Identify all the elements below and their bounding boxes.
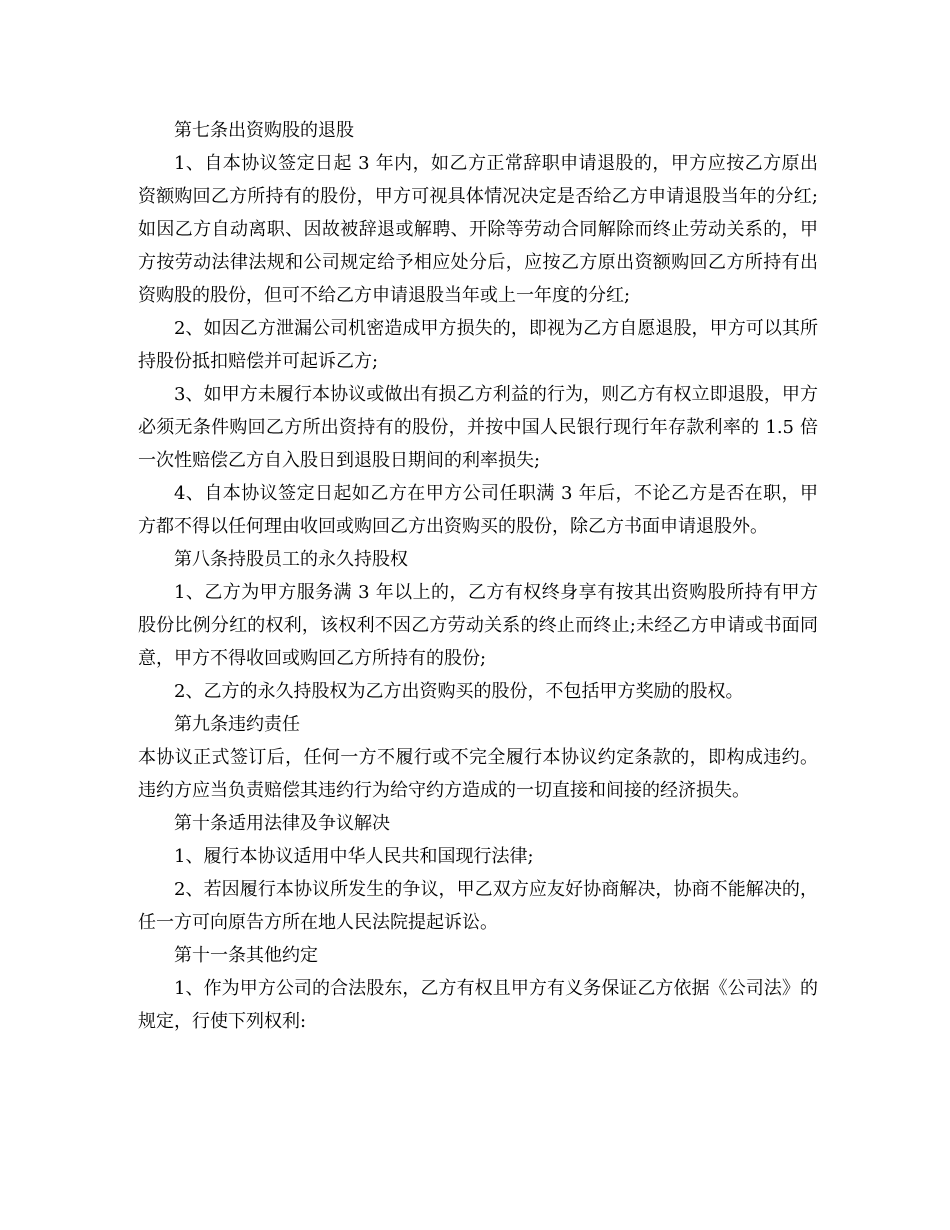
section-heading-11: 第十一条其他约定 — [174, 945, 318, 966]
section-heading-9: 第九条违约责任 — [174, 714, 300, 735]
clause-7-4: 4、自本协议签定日起如乙方在甲方公司任职满 3 年后，不论乙方是否在职，甲方都不得以任何理由收回或购回乙方出资购买的股份，除乙方书面申请退股外。 — [138, 483, 818, 537]
clause-10-2: 2、若因履行本协议所发生的争议，甲乙双方应友好协商解决，协商不能解决的，任一方可向原告方所在地人民法院提起诉讼。 — [138, 879, 818, 933]
clause-9-body: 本协议正式签订后，任何一方不履行或不完全履行本协议约定条款的，即构成违约。违约方应当负责赔偿其违约行为给守约方造成的一切直接和间接的经济损失。 — [138, 747, 818, 801]
clause-7-2: 2、如因乙方泄漏公司机密造成甲方损失的，即视为乙方自愿退股，甲方可以其所持股份抵扣赔偿并可起诉乙方; — [138, 318, 818, 372]
clause-8-1: 1、乙方为甲方服务满 3 年以上的，乙方有权终身享有按其出资购股所持有甲方股份比例分红的权利，该权利不因乙方劳动关系的终止而终止;未经乙方申请或书面同意，甲方不得收回或购回乙方所持有的股份; — [138, 582, 818, 669]
clause-7-1: 1、自本协议签定日起 3 年内，如乙方正常辞职申请退股的，甲方应按乙方原出资额购回乙方所持有的股份，甲方可视具体情况决定是否给乙方申请退股当年的分红;如因乙方自动离职、因故被辞退或解聘、开除等劳动合同解除而终止劳动关系的，甲方按劳动法律法规和公司规定给予相应处分后，应按乙方原出资额购回乙方所持有出资购股的股份，但可不给乙方申请退股当年或上一年度的分红; — [138, 153, 818, 306]
section-heading-7: 第七条出资购股的退股 — [174, 120, 354, 141]
document-page — [138, 114, 818, 1038]
section-heading-8: 第八条持股员工的永久持股权 — [174, 549, 408, 570]
clause-10-1: 1、履行本协议适用中华人民共和国现行法律; — [174, 846, 534, 867]
clause-8-2: 2、乙方的永久持股权为乙方出资购买的股份，不包括甲方奖励的股权。 — [174, 681, 744, 702]
clause-11-1: 1、作为甲方公司的合法股东，乙方有权且甲方有义务保证乙方依据《公司法》的规定，行使下列权利: — [138, 978, 818, 1032]
clause-7-3: 3、如甲方未履行本协议或做出有损乙方利益的行为，则乙方有权立即退股，甲方必须无条件购回乙方所出资持有的股份，并按中国人民银行现行年存款利率的 1.5 倍一次性赔偿乙方自入股日到退股日期间的利率损失; — [138, 384, 818, 471]
section-heading-10: 第十条适用法律及争议解决 — [174, 813, 390, 834]
